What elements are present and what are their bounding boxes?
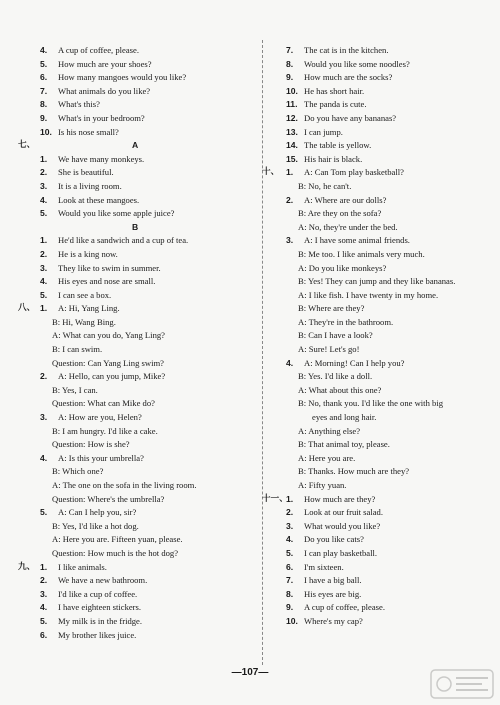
- answer-text: What would you like?: [304, 520, 381, 531]
- answer-line: [18, 44, 258, 58]
- section-marker: 七、: [18, 140, 36, 151]
- answer-text: B: Yes. I'd like a doll.: [298, 371, 373, 382]
- right-answer-column: [262, 44, 492, 629]
- answer-text: They like to swim in summer.: [58, 262, 161, 273]
- item-number: 4.: [40, 45, 48, 55]
- answer-text: A: Is this your umbrella?: [58, 452, 144, 463]
- item-number: 4.: [40, 452, 48, 463]
- answer-text: I have a big ball.: [304, 575, 362, 586]
- answer-text: A cup of coffee, please.: [304, 602, 385, 613]
- answer-text: How much are they?: [304, 493, 376, 504]
- answer-text: A: Can Tom play basketball?: [304, 167, 404, 178]
- answer-line: [18, 248, 258, 262]
- answer-line: [270, 384, 492, 398]
- item-number: 4.: [286, 357, 294, 368]
- answer-text: B: Which one?: [52, 466, 104, 477]
- answer-line: [18, 547, 258, 561]
- answer-line: [18, 465, 258, 479]
- answer-text: We have a new bathroom.: [58, 575, 148, 586]
- answer-text: A: Sure! Let's go!: [298, 344, 360, 355]
- section-marker: 八、: [18, 303, 36, 314]
- item-number: 2.: [40, 248, 48, 259]
- answer-line: [18, 438, 258, 452]
- item-number: 6.: [40, 72, 48, 83]
- item-number: 5.: [40, 58, 48, 69]
- answer-text: A: Hello, can you jump, Mike?: [58, 371, 166, 382]
- item-number: 9.: [40, 112, 48, 123]
- answer-line: [270, 533, 492, 547]
- answer-text: B: Yes, I'd like a hot dog.: [52, 520, 139, 531]
- left-answer-column: [18, 44, 258, 642]
- item-number: 1.: [286, 493, 294, 504]
- item-number: 2.: [40, 575, 48, 586]
- item-number: 4.: [40, 194, 48, 205]
- answer-line: [18, 561, 258, 575]
- answer-text: B: Yes! They can jump and they like bananas.: [298, 276, 456, 287]
- answer-text: How many mangoes would you like?: [58, 72, 187, 83]
- answer-text: I like animals.: [58, 561, 107, 572]
- answer-line: [18, 153, 258, 167]
- answer-text: What animals do you like?: [58, 85, 151, 96]
- item-number: 5.: [286, 547, 294, 558]
- answer-text: Where's my cap?: [304, 615, 363, 626]
- item-number: 3.: [40, 262, 48, 273]
- answer-text: A: Where are our dolls?: [304, 194, 387, 205]
- answer-text: My milk is in the fridge.: [58, 615, 143, 626]
- item-number: 10.: [286, 85, 298, 96]
- answer-line: [270, 126, 492, 140]
- item-number: 5.: [40, 289, 48, 300]
- column-divider: [262, 40, 263, 665]
- answer-text: eyes and long hair.: [312, 412, 377, 423]
- answer-text: B: Me too. I like animals very much.: [298, 248, 425, 259]
- answer-line: [18, 574, 258, 588]
- item-number: 1.: [40, 153, 48, 164]
- answer-line: [18, 194, 258, 208]
- answer-line: [270, 221, 492, 235]
- item-number: 2.: [286, 194, 294, 205]
- answer-line: [270, 234, 492, 248]
- answer-text: B: Thanks. How much are they?: [298, 466, 410, 477]
- answer-line: [270, 316, 492, 330]
- answer-line: [18, 126, 258, 140]
- answer-line: [18, 411, 258, 425]
- answer-line: [262, 493, 492, 507]
- answer-line: [270, 438, 492, 452]
- answer-text: B: Hi, Wang Bing.: [52, 316, 116, 327]
- answer-text: A: Fifty yuan.: [298, 480, 347, 490]
- answer-line: [270, 520, 492, 534]
- answer-text: She is beautiful.: [58, 167, 114, 178]
- answer-text: A: The one on the sofa in the living room.: [52, 480, 197, 490]
- answer-line: [18, 615, 258, 629]
- answer-text: A: No, they're under the bed.: [298, 221, 398, 232]
- section-marker: 十一、: [262, 493, 288, 504]
- answer-text: I can jump.: [304, 126, 343, 137]
- answer-line: [18, 397, 258, 411]
- answer-text: His eyes are big.: [304, 588, 362, 599]
- answer-line: [18, 302, 258, 316]
- answer-text: A: What about this one?: [298, 384, 382, 395]
- answer-line: [270, 262, 492, 276]
- answer-line: [270, 139, 492, 153]
- answer-line: [18, 166, 258, 180]
- answer-text: A: Can I help you, sir?: [58, 507, 137, 518]
- answer-line: [18, 275, 258, 289]
- answer-line: [270, 194, 492, 208]
- answer-line: [18, 207, 258, 221]
- answer-text: Is his nose small?: [58, 126, 119, 137]
- answer-line: [270, 153, 492, 167]
- answer-text: A: Hi, Yang Ling.: [58, 303, 120, 314]
- watermark-logo-icon: [430, 669, 494, 699]
- item-number: 1.: [40, 235, 48, 246]
- item-number: 14.: [286, 140, 298, 151]
- answer-line: [270, 601, 492, 615]
- answer-line: [18, 533, 258, 547]
- item-number: 2.: [286, 507, 294, 518]
- answer-line: [270, 302, 492, 316]
- answer-line: [270, 479, 492, 493]
- item-number: 9.: [286, 602, 294, 613]
- answer-text: My brother likes juice.: [58, 629, 137, 640]
- item-number: 6.: [40, 629, 48, 640]
- answer-line: [18, 629, 258, 643]
- item-number: 5.: [40, 507, 48, 518]
- page-number: —107—: [231, 667, 269, 678]
- answer-line: [18, 452, 258, 466]
- answer-line: [270, 180, 492, 194]
- answer-line: [270, 112, 492, 126]
- answer-text: A: I have some animal friends.: [304, 235, 410, 246]
- answer-text: How much are your shoes?: [58, 58, 152, 69]
- answer-line: [18, 601, 258, 615]
- answer-line: [18, 85, 258, 99]
- answer-text: It is a living room.: [58, 180, 122, 191]
- answer-line: [18, 357, 258, 371]
- answer-text: His hair is black.: [304, 153, 363, 164]
- answer-line: [270, 615, 492, 629]
- item-number: 7.: [286, 575, 294, 586]
- answer-line: [18, 384, 258, 398]
- answer-line: [18, 180, 258, 194]
- item-number: 13.: [286, 126, 298, 137]
- answer-text: Question: What can Mike do?: [52, 398, 155, 409]
- answer-text: A: Morning! Can I help you?: [304, 357, 405, 368]
- answer-text: How much are the socks?: [304, 72, 393, 83]
- answer-line: [270, 329, 492, 343]
- item-number: 3.: [40, 588, 48, 599]
- answer-text: I'm sixteen.: [304, 561, 344, 572]
- answer-line: [18, 221, 258, 235]
- item-number: 8.: [286, 58, 294, 69]
- item-number: 15.: [286, 153, 298, 164]
- answer-line: [270, 44, 492, 58]
- answer-line: [270, 58, 492, 72]
- answer-text: B: Yes, I can.: [52, 384, 98, 395]
- answer-text: His eyes and nose are small.: [58, 276, 156, 287]
- answer-line: [18, 506, 258, 520]
- answer-line: [18, 329, 258, 343]
- answer-line: [270, 588, 492, 602]
- answer-text: Look at our fruit salad.: [304, 507, 383, 518]
- item-number: 1.: [40, 561, 48, 572]
- answer-text: A: Here you are. Fifteen yuan, please.: [52, 534, 183, 545]
- answer-text: Question: How is she?: [52, 439, 130, 450]
- answer-text: Do you like cats?: [304, 534, 364, 545]
- item-number: 2.: [40, 371, 48, 382]
- item-number: 9.: [286, 72, 294, 83]
- answer-line: [270, 506, 492, 520]
- item-number: 10.: [286, 615, 298, 626]
- answer-text: B: I can swim.: [52, 344, 103, 355]
- answer-text: Would you like some noodles?: [304, 58, 410, 69]
- item-number: 5.: [40, 208, 48, 219]
- item-number: 1.: [286, 167, 294, 178]
- item-number: 8.: [286, 588, 294, 599]
- answer-line: [270, 207, 492, 221]
- section-marker: 九、: [18, 561, 36, 572]
- item-number: 5.: [40, 615, 48, 626]
- answer-text: A: Do you like monkeys?: [298, 262, 387, 273]
- answer-text: I can see a box.: [58, 289, 112, 300]
- answer-line: [270, 465, 492, 479]
- answer-line: [18, 98, 258, 112]
- item-number: 3.: [286, 520, 294, 531]
- item-number: 12.: [286, 112, 298, 123]
- answer-line: [270, 425, 492, 439]
- answer-line: [18, 343, 258, 357]
- item-number: 3.: [40, 412, 48, 423]
- item-number: 6.: [286, 561, 294, 572]
- answer-line: [18, 71, 258, 85]
- answer-line: [270, 370, 492, 384]
- answer-text: A: Anything else?: [298, 425, 361, 436]
- answer-text: Look at these mangoes.: [58, 194, 140, 205]
- item-number: 8.: [40, 99, 48, 110]
- answer-text: A cup of coffee, please.: [58, 45, 139, 55]
- answer-text: A: I like fish. I have twenty in my home.: [298, 289, 439, 300]
- item-number: 10.: [40, 126, 52, 137]
- answer-text: B: That animal toy, please.: [298, 439, 390, 450]
- answer-text: The cat is in the kitchen.: [304, 45, 389, 55]
- answer-line: [18, 425, 258, 439]
- answer-text: B: Are they on the sofa?: [298, 208, 382, 219]
- item-number: 4.: [40, 602, 48, 613]
- answer-line: [270, 85, 492, 99]
- section-marker: 十、: [262, 167, 280, 178]
- answer-text: B: [132, 221, 139, 232]
- answer-text: B: I am hungry. I'd like a cake.: [52, 425, 158, 436]
- answer-text: Question: How much is the hot dog?: [52, 547, 179, 558]
- answer-line: [18, 588, 258, 602]
- answer-line: [270, 561, 492, 575]
- answer-line: [270, 574, 492, 588]
- answer-line: [18, 289, 258, 303]
- answer-line: [18, 112, 258, 126]
- answer-text: The table is yellow.: [304, 140, 372, 151]
- answer-text: Do you have any bananas?: [304, 112, 397, 123]
- item-number: 4.: [286, 534, 294, 545]
- answer-line: [18, 520, 258, 534]
- answer-line: [270, 71, 492, 85]
- answer-text: He has short hair.: [304, 85, 365, 96]
- item-number: 4.: [40, 276, 48, 287]
- item-number: 1.: [40, 303, 48, 314]
- answer-line: [270, 452, 492, 466]
- answer-text: B: No, thank you. I'd like the one with big: [298, 398, 443, 409]
- item-number: 11.: [286, 99, 298, 110]
- answer-line: [270, 357, 492, 371]
- answer-text: We have many monkeys.: [58, 153, 145, 164]
- answer-line: [270, 98, 492, 112]
- answer-text: I'd like a cup of coffee.: [58, 588, 138, 599]
- answer-text: B: Where are they?: [298, 303, 365, 314]
- answer-line: [270, 397, 492, 411]
- answer-line: [18, 370, 258, 384]
- answer-line: [270, 275, 492, 289]
- answer-text: A: How are you, Helen?: [58, 412, 142, 423]
- answer-text: B: Can I have a look?: [298, 330, 373, 341]
- item-number: 3.: [286, 235, 294, 246]
- answer-text: A: [132, 140, 139, 151]
- answer-text: What's this?: [58, 99, 100, 110]
- item-number: 7.: [40, 85, 48, 96]
- answer-line: [18, 58, 258, 72]
- answer-line: [270, 547, 492, 561]
- answer-text: I have eighteen stickers.: [58, 602, 142, 613]
- item-number: 3.: [40, 180, 48, 191]
- answer-text: What's in your bedroom?: [58, 112, 145, 123]
- answer-line: [270, 411, 492, 425]
- item-number: 7.: [286, 45, 294, 55]
- answer-line: [18, 316, 258, 330]
- answer-line: [18, 493, 258, 507]
- answer-line: [262, 166, 492, 180]
- answer-text: B: No, he can't.: [298, 180, 352, 191]
- answer-text: Question: Where's the umbrella?: [52, 493, 165, 504]
- answer-text: Question: Can Yang Ling swim?: [52, 357, 164, 368]
- answer-text: A: Here you are.: [298, 452, 356, 463]
- answer-text: A: What can you do, Yang Ling?: [52, 330, 165, 341]
- answer-line: [18, 262, 258, 276]
- answer-text: He'd like a sandwich and a cup of tea.: [58, 235, 189, 246]
- answer-line: [270, 289, 492, 303]
- answer-line: [18, 139, 258, 153]
- answer-text: I can play basketball.: [304, 547, 378, 558]
- item-number: 2.: [40, 167, 48, 178]
- answer-line: [270, 248, 492, 262]
- answer-line: [18, 479, 258, 493]
- answer-text: Would you like some apple juice?: [58, 208, 175, 219]
- answer-line: [270, 343, 492, 357]
- answer-text: The panda is cute.: [304, 99, 367, 110]
- answer-text: A: They're in the bathroom.: [298, 316, 394, 327]
- answer-text: He is a king now.: [58, 248, 118, 259]
- answer-line: [18, 234, 258, 248]
